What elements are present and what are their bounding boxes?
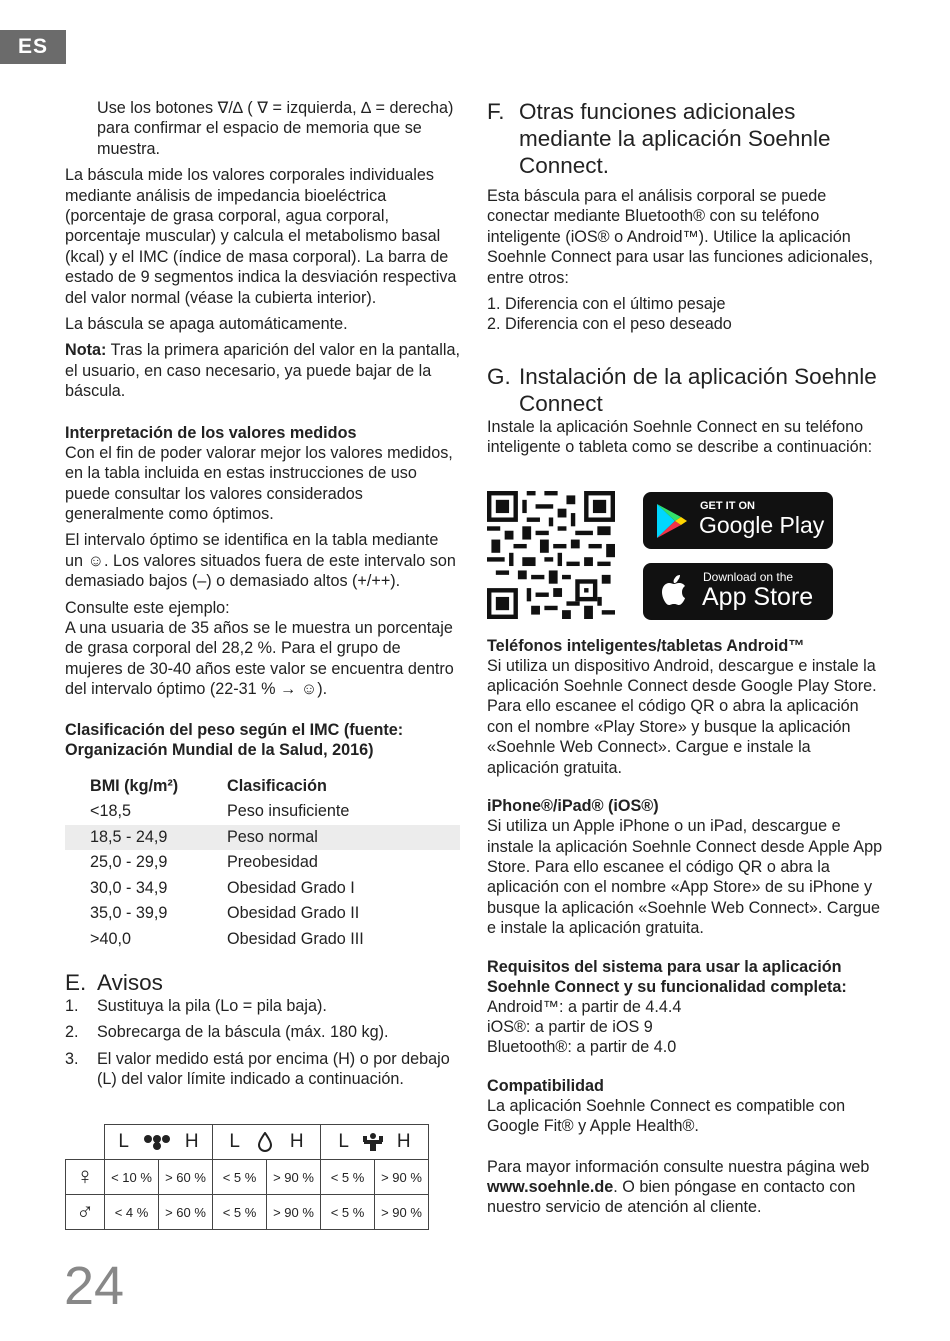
limit-cell: > 90 % <box>267 1195 321 1230</box>
table-row <box>65 901 460 927</box>
requirement-line: Bluetooth®: a partir de 4.0 <box>487 1038 677 1057</box>
table-row <box>65 825 460 851</box>
list-number: 1. <box>65 997 79 1016</box>
table-row <box>66 1195 429 1230</box>
limit-cell: < 10 % <box>105 1160 159 1195</box>
table-row <box>65 850 460 876</box>
badge-small-text: Download on the <box>703 570 794 584</box>
note-label: Nota: <box>65 341 107 360</box>
bmi-cell: <18,5 <box>90 802 131 821</box>
low-label: L <box>118 1131 129 1152</box>
limit-cell: < 5 % <box>213 1160 267 1195</box>
app-store-badge[interactable] <box>643 563 833 620</box>
list-item <box>65 1049 460 1090</box>
contact-text: . O bien póngase en contacto con nuestro servicio de atención al cliente. <box>487 1177 856 1217</box>
android-paragraph: Si utiliza un dispositivo Android, descargue e instale la aplicación Soehnle Connect desde Google Play Store. Para ello escanee el código QR o abra la aplicación con el nombre «Play Store» y busque la aplicación «Soehnle Web Connect». Cargue e instale la aplicación gratuita. <box>487 656 877 777</box>
high-label: H <box>289 1131 304 1152</box>
female-icon: ♀ <box>66 1160 105 1195</box>
list-text: Sustituya la pila (Lo = pila baja). <box>97 997 327 1016</box>
limit-cell: < 4 % <box>105 1195 159 1230</box>
contact-text: Para mayor información consulte nuestra página web <box>487 1157 870 1176</box>
limits-header-row <box>66 1125 429 1160</box>
class-cell: Obesidad Grado III <box>227 929 364 948</box>
section-heading-text: Instalación de la aplicación Soehnle Connect <box>519 363 877 416</box>
section-heading-text: Otras funciones adicionales mediante la aplicación Soehnle Connect. <box>519 99 831 178</box>
list-text: El valor medido está por encima (H) o por debajo (L) del valor límite indicado a continuación. <box>97 1049 450 1089</box>
limit-cell: < 5 % <box>321 1195 375 1230</box>
table-row <box>65 927 460 953</box>
table-row <box>65 876 460 902</box>
water-header <box>213 1125 321 1160</box>
class-cell: Obesidad Grado I <box>227 878 355 897</box>
qr-code-icon[interactable] <box>487 491 615 619</box>
interpretation-heading: Interpretación de los valores medidos <box>65 423 357 442</box>
class-cell: Peso insuficiente <box>227 802 350 821</box>
table-row <box>65 799 460 825</box>
badge-small-text: GET IT ON <box>700 500 755 512</box>
page-number: 24 <box>64 1256 125 1316</box>
limit-cell: < 5 % <box>321 1160 375 1195</box>
high-label: H <box>184 1131 199 1152</box>
low-label: L <box>338 1131 349 1152</box>
bmi-cell: >40,0 <box>90 929 131 948</box>
requirement-line: iOS®: a partir de iOS 9 <box>487 1017 653 1036</box>
blank-cell <box>66 1125 105 1160</box>
class-cell: Preobesidad <box>227 853 318 872</box>
badge-big-text: App Store <box>702 583 814 611</box>
language-tab: ES <box>0 30 66 64</box>
limit-cell: > 90 % <box>375 1160 429 1195</box>
list-number: 3. <box>65 1049 79 1068</box>
bmi-heading: Clasificación del peso según el IMC (fuente: Organización Mundial de la Salud, 2016) <box>65 720 404 759</box>
bmi-cell: 30,0 - 34,9 <box>90 878 168 897</box>
bmi-cell: 25,0 - 29,9 <box>90 853 168 872</box>
badge-big-text: Google Play <box>699 512 825 538</box>
interpretation-p2: El intervalo óptimo se identifica en la tabla mediante un ☺. Los valores situados fuera de este intervalo son demasiado bajos (–) o demasiado altos (+/++). <box>65 531 456 591</box>
high-label: H <box>396 1131 411 1152</box>
interpretation-p3: Consulte este ejemplo: <box>65 598 230 617</box>
bmi-cell: 35,0 - 39,9 <box>90 904 168 923</box>
bmi-table <box>65 774 460 953</box>
section-letter: E. <box>65 970 87 996</box>
limit-cell: > 90 % <box>375 1195 429 1230</box>
section-letter: F. <box>487 99 505 124</box>
requirement-line: Android™: a partir de 4.4.4 <box>487 997 682 1016</box>
limits-table <box>65 1124 429 1230</box>
section-heading-text: Avisos <box>97 970 163 996</box>
muscle-header <box>321 1125 429 1160</box>
requirements-heading: Requisitos del sistema para usar la aplicación Soehnle Connect y su funcionalidad completa: <box>487 957 847 996</box>
section-f-paragraph: Esta báscula para el análisis corporal se puede conectar mediante Bluetooth® con su teléfono inteligente (iOS® o Android™). Utilice la aplicación Soehnle Connect para usar las funciones adicionales, entre otros: <box>487 187 874 287</box>
interpretation-p1: Con el fin de poder valorar mejor los valores medidos, en la tabla incluida en estas instrucciones de uso puede consultar los valores considerados generalmente como óptimos. <box>65 443 453 523</box>
body-fat-icon <box>142 1134 172 1150</box>
muscle-icon <box>362 1132 384 1152</box>
list-item: 1. Diferencia con el último pesaje <box>487 295 726 314</box>
class-cell: Obesidad Grado II <box>227 904 360 923</box>
apple-icon <box>660 574 688 608</box>
limit-cell: < 5 % <box>213 1195 267 1230</box>
warnings-list <box>65 996 460 1090</box>
bmi-header-row <box>65 774 460 800</box>
list-item <box>65 1022 460 1042</box>
water-drop-icon <box>257 1132 273 1152</box>
list-text: Sobrecarga de la báscula (máx. 180 kg). <box>97 1023 389 1042</box>
google-play-badge[interactable] <box>643 492 833 549</box>
limit-cell: > 60 % <box>159 1160 213 1195</box>
section-g-paragraph: Instale la aplicación Soehnle Connect en su teléfono inteligente o tableta como se describe a continuación: <box>487 417 873 457</box>
section-letter: G. <box>487 363 511 389</box>
male-icon: ♂ <box>66 1195 105 1230</box>
fat-header <box>105 1125 213 1160</box>
limit-cell: > 90 % <box>267 1160 321 1195</box>
class-cell: Peso normal <box>227 827 318 846</box>
section-e-title <box>65 969 460 996</box>
section-g-title <box>487 363 887 417</box>
compat-heading: Compatibilidad <box>487 1076 604 1095</box>
bmi-col-header: BMI (kg/m²) <box>90 776 179 795</box>
section-f-title <box>487 98 887 179</box>
auto-off-paragraph: La báscula se apaga automáticamente. <box>65 315 348 334</box>
note-text: Tras la primera aparición del valor en la pantalla, el usuario, en caso necesario, ya puede bajar de la báscula. <box>65 341 460 401</box>
interpretation-p4: A una usuaria de 35 años se le muestra un porcentaje de grasa corporal del 28,2 %. Para el grupo de mujeres de 30-40 años este valor se encuentra dentro del intervalo óptimo (22-31 % → ☺). <box>65 618 454 699</box>
ios-paragraph: Si utiliza un Apple iPhone o un iPad, descargue e instale la aplicación Soehnle Connect desde Apple App Store. Para ello escanee el código QR o abra la aplicación con el nombre «App Store» de su iPhone y busque la aplicación «Soehnle Web Connect». Cargue e instale la aplicación gratuita. <box>487 817 883 938</box>
compat-paragraph: La aplicación Soehnle Connect es compatible con Google Fit® y Apple Health®. <box>487 1096 846 1136</box>
table-row <box>66 1160 429 1195</box>
note-paragraph <box>65 340 460 401</box>
measurement-paragraph: La báscula mide los valores corporales individuales mediante análisis de impedancia bioeléctrica (porcentaje de grasa corporal, agua corporal, porcentaje muscular) y calcula el metabolismo basal (kcal) y el IMC (índice de masa corporal). La barra de estado de 9 segmentos indica la desviación respectiva del valor normal (véase la cubierta interior). <box>65 166 457 307</box>
limit-cell: > 60 % <box>159 1195 213 1230</box>
low-label: L <box>229 1131 240 1152</box>
list-item: 2. Diferencia con el peso deseado <box>487 315 732 334</box>
list-number: 2. <box>65 1023 79 1042</box>
android-heading: Teléfonos inteligentes/tabletas Android™ <box>487 636 805 655</box>
intro-paragraph: Use los botones ∇/∆ ( ∇ = izquierda, ∆ = derecha) para confirmar el espacio de memoria que se muestra. <box>97 99 454 158</box>
google-play-icon <box>655 502 689 540</box>
right-column <box>487 98 887 1218</box>
bmi-cell: 18,5 - 24,9 <box>90 827 168 846</box>
website-link[interactable]: www.soehnle.de <box>487 1177 614 1196</box>
ios-heading: iPhone®/iPad® (iOS®) <box>487 797 659 816</box>
list-item <box>65 996 460 1016</box>
class-col-header: Clasificación <box>227 776 327 795</box>
contact-paragraph <box>487 1157 887 1218</box>
left-column <box>65 98 460 1096</box>
